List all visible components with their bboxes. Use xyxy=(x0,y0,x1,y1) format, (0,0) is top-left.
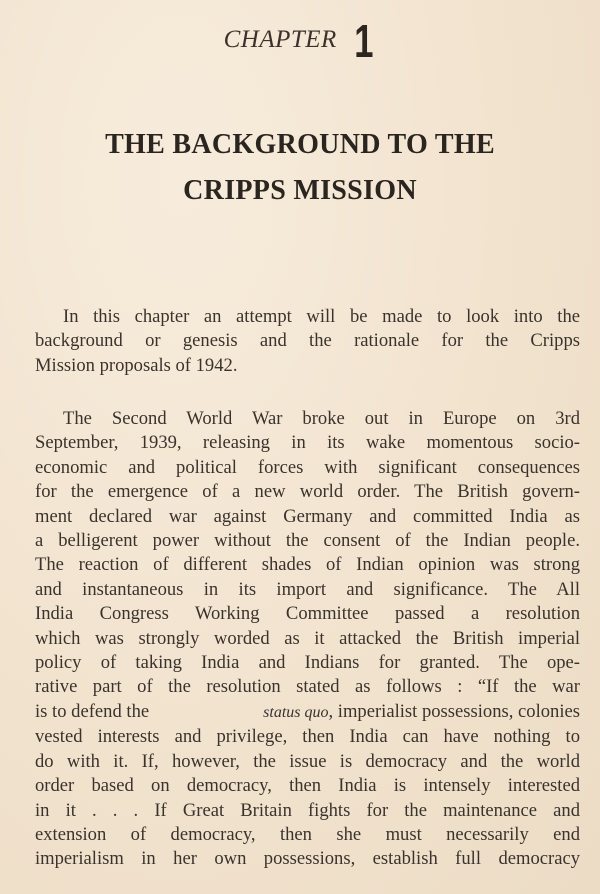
chapter-title xyxy=(0,122,600,214)
chapter-title-line-2: CRIPPS MISSION xyxy=(183,175,417,206)
text-line: In this chapter an attempt will be made to look into the xyxy=(63,306,580,327)
text-line: vested interests and privilege, then India can have nothing to xyxy=(35,726,580,748)
text-line: Mission proposals of 1942. xyxy=(35,354,238,376)
text-fragment: , imperialist possessions, colonies xyxy=(328,700,580,722)
text-line: which was strongly worded as it attacked the British imperial xyxy=(35,627,580,649)
text-line: imperialism in her own possessions, establish full democracy xyxy=(35,848,580,870)
chapter-heading xyxy=(0,15,600,67)
paragraph-intro xyxy=(35,305,580,378)
text-line: The Second World War broke out in Europe on 3rd xyxy=(63,408,580,429)
text-line: economic and political forces with significant consequences xyxy=(35,456,580,478)
text-line: September, 1939, releasing in its wake momentous socio- xyxy=(35,432,580,454)
text-line: rative part of the resolution stated as follows : “If the war xyxy=(35,676,580,698)
chapter-label: CHAPTER xyxy=(223,26,337,53)
italic-phrase-status-quo: status quo xyxy=(263,703,329,721)
text-line: and instantaneous in its import and significance. The All xyxy=(35,578,580,600)
text-line: background or genesis and the rationale for the Cripps xyxy=(35,330,580,352)
text-line: a belligerent power without the consent of the Indian people. xyxy=(35,530,580,552)
text-line-with-italic xyxy=(35,700,580,725)
text-fragment: is to defend the xyxy=(35,700,150,722)
text-line: order based on democracy, then India is intensely interested xyxy=(35,775,580,797)
paragraph-second-world-war xyxy=(35,407,580,872)
text-line: do with it. If, however, the issue is democracy and the world xyxy=(35,750,580,772)
chapter-number: 1 xyxy=(354,15,374,67)
text-line: ment declared war against Germany and committed India as xyxy=(35,505,580,527)
text-line: for the emergence of a new world order. The British govern- xyxy=(35,481,580,503)
text-line: in it . . . If Great Britain fights for the maintenance and xyxy=(35,799,580,821)
text-line: policy of taking India and Indians for granted. The ope- xyxy=(35,652,580,674)
text-line: The reaction of different shades of Indian opinion was strong xyxy=(35,554,580,576)
chapter-title-line-1: THE BACKGROUND TO THE xyxy=(105,129,495,160)
text-line: India Congress Working Committee passed a resolution xyxy=(35,603,580,625)
text-line: extension of democracy, then she must necessarily end xyxy=(35,823,580,845)
